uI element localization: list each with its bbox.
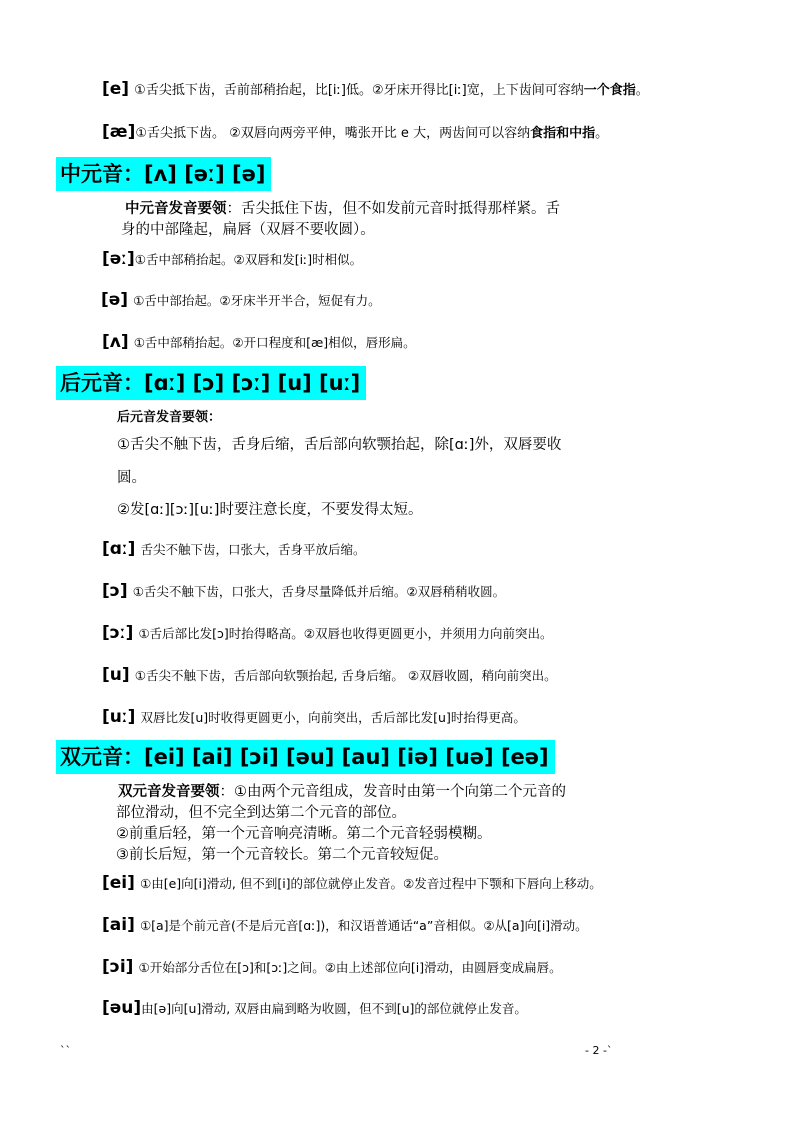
note-heading: 中元音发音要领 — [125, 201, 227, 217]
row-ae — [102, 122, 608, 142]
row-schwa-u — [102, 998, 527, 1018]
note-heading: 双元音发音要领 — [118, 784, 220, 800]
diphthong-note-line2: 部位滑动，但不完全到达第二个元音的部位。 — [116, 805, 406, 821]
diphthong-note-line3: ②前重后轻，第一个元音响亮清晰。第二个元音轻弱模糊。 — [116, 826, 492, 842]
phoneme-description: ①舌中部抬起。②牙床半开半合，短促有力。 — [133, 293, 381, 308]
phoneme-symbol: [əu] — [102, 998, 142, 1018]
phoneme-description: ①舌后部比发[ɔ]时抬得略高。②双唇也收得更圆更小，并须用力向前突出。 — [138, 626, 553, 641]
phoneme-symbol: [ʌ] — [102, 332, 129, 352]
footer-page-number: - 2 -` — [585, 1044, 613, 1057]
phoneme-description: 双唇比发[u]时收得更圆更小，向前突出，舌后部比发[u]时抬得更高。 — [140, 710, 526, 725]
phoneme-symbol: [ei] — [102, 873, 135, 893]
phoneme-symbol: [ɔi] — [102, 957, 134, 977]
section-header-back-vowels — [56, 366, 366, 400]
row-e — [102, 79, 649, 99]
footer-left-mark: `` — [60, 1044, 71, 1057]
phoneme-description: ①舌中部稍抬起。②开口程度和[æ]相似，唇形扁。 — [133, 335, 416, 350]
back-vowel-note-line1: ①舌尖不触下齿，舌身后缩，舌后部向软颚抬起，除[ɑː]外，双唇要收 — [117, 437, 562, 453]
phoneme-description: ①开始部分舌位在[ɔ]和[ɔː]之间。②由上述部位向[i]滑动，由圆唇变成扁唇。 — [138, 960, 562, 975]
phoneme-description-bold: 一个食指 — [583, 83, 636, 98]
phoneme-symbol: [æ] — [102, 122, 136, 142]
section-header-mid-vowels — [56, 157, 271, 191]
phoneme-symbol: [u] — [102, 665, 130, 685]
section-title: 后元音：[ɑː] [ɔ] [ɔː] [u] [uː] — [60, 371, 361, 395]
phoneme-symbol: [ɑː] — [102, 539, 136, 559]
back-vowel-note-line3: ②发[ɑː][ɔː][uː]时要注意长度，不要发得太短。 — [117, 502, 423, 518]
section-title: 双元音：[ei] [ai] [ɔi] [əu] [au] [iə] [uə] [eə] — [60, 745, 549, 769]
diphthong-note-line4: ③前长后短，第一个元音较长。第二个元音较短促。 — [116, 847, 448, 863]
phoneme-description-bold: 食指和中指 — [530, 126, 596, 141]
note-text: ：舌尖抵住下齿，但不如发前元音时抵得那样紧。舌 — [226, 201, 560, 217]
note-text: ：①由两个元音组成，发音时由第一个向第二个元音的 — [219, 784, 566, 800]
row-oi — [102, 957, 562, 977]
phoneme-description: ①由[e]向[i]滑动, 但不到[i]的部位就停止发音。②发音过程中下颚和下唇向上移动。 — [140, 876, 602, 891]
phoneme-description-end: 。 — [595, 126, 609, 141]
section-header-diphthongs — [56, 740, 555, 774]
phoneme-symbol: [ə] — [101, 290, 129, 310]
phoneme-symbol: [ɔː] — [102, 623, 134, 643]
row-u-long — [102, 707, 526, 727]
phoneme-symbol: [ai] — [102, 915, 135, 935]
phoneme-symbol: [ɔ] — [102, 581, 128, 601]
row-schwa-long — [102, 249, 362, 269]
phoneme-symbol: [əː] — [102, 249, 135, 269]
phoneme-symbol: [e] — [102, 79, 130, 99]
row-ei — [102, 873, 602, 893]
row-ai — [102, 915, 588, 935]
section-title: 中元音：[ʌ] [əː] [ə] — [60, 162, 266, 186]
phoneme-description: 由[ə]向[u]滑动, 双唇由扁到略为收圆，但不到[u]的部位就停止发音。 — [141, 1001, 527, 1016]
row-schwa — [101, 290, 381, 310]
mid-vowel-note-line2: 身的中部隆起，扁唇（双唇不要收圆）。 — [121, 222, 375, 238]
phoneme-description: ①舌中部稍抬起。②双唇和发[iː]时相似。 — [134, 252, 363, 267]
phoneme-symbol: [uː] — [102, 707, 136, 727]
phoneme-description: ①舌尖抵下齿。 ②双唇向两旁平伸，嘴张开比 e 大，两齿间可以容纳 — [135, 126, 531, 141]
phoneme-description: ①舌尖不触下齿，舌后部向软颚抬起, 舌身后缩。 ②双唇收圆，稍向前突出。 — [134, 668, 557, 683]
phoneme-description: ①舌尖不触下齿，口张大，舌身尽量降低并后缩。②双唇稍稍收圆。 — [132, 584, 506, 599]
phoneme-description: ①[a]是个前元音(不是后元音[ɑː])，和汉语普通话“a”音相似。②从[a]向[i]滑动。 — [139, 918, 588, 933]
phoneme-description: ①舌尖抵下齿，舌前部稍抬起，比[iː]低。②牙床开得比[iː]宽，上下齿间可容纳 — [134, 83, 584, 98]
row-open-o-long — [102, 623, 552, 643]
row-a-long — [102, 539, 366, 559]
row-u — [102, 665, 557, 685]
phoneme-description-end: 。 — [635, 83, 649, 98]
diphthong-note-line1 — [118, 780, 566, 801]
back-vowel-note-heading: 后元音发音要领： — [117, 410, 222, 425]
row-wedge — [102, 332, 416, 352]
row-open-o — [102, 581, 505, 601]
back-vowel-note-line2: 圆。 — [117, 470, 146, 486]
mid-vowel-note-line1 — [125, 197, 560, 218]
phoneme-description: 舌尖不触下齿，口张大，舌身平放后缩。 — [140, 542, 366, 557]
